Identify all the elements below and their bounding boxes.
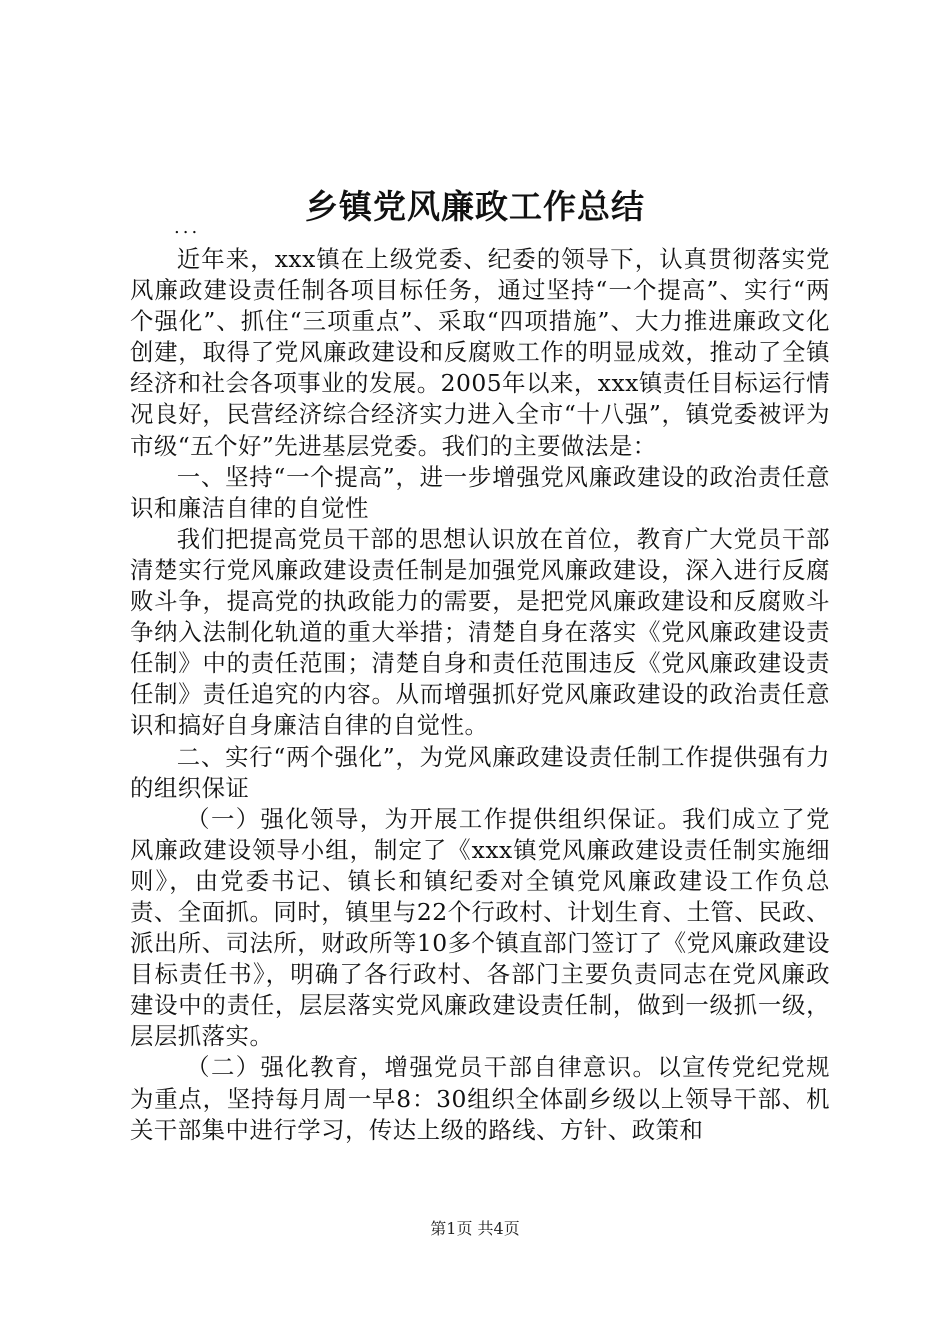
document-body xyxy=(130,244,830,1146)
paragraph-section-1: 我们把提高党员干部的思想认识放在首位，教育广大党员干部清楚实行党风廉政建设责任制是加强党风廉政建设，深入进行反腐败斗争，提高党的执政能力的需要，是把党风廉政建设和反腐败斗争纳入法制化轨道的重大举措；清楚自身在落实《党风廉政建设责任制》中的责任范围；清楚自身和责任范围违反《党风廉政建设责任制》责任追究的内容。从而增强抓好党风廉政建设的政治责任意识和搞好自身廉洁自律的自觉性。 xyxy=(130,524,830,740)
paragraph-subsection-1: （一）强化领导，为开展工作提供组织保证。我们成立了党风廉政建设领导小组，制定了《xxx镇党风廉政建设责任制实施细则》，由党委书记、镇长和镇纪委对全镇党风廉政建设工作负总责、全面抓。同时，镇里与22个行政村、计划生育、土管、民政、派出所、司法所，财政所等10多个镇直部门签订了《党风廉政建设目标责任书》，明确了各行政村、各部门主要负责同志在党风廉政建设中的责任，层层落实党风廉政建设责任制，做到一级抓一级，层层抓落实。 xyxy=(130,804,830,1051)
section-heading-1: 一、坚持“一个提高”，进一步增强党风廉政建设的政治责任意识和廉洁自律的自觉性 xyxy=(130,462,830,522)
document-title: 乡镇党风廉政工作总结 xyxy=(305,187,645,226)
paragraph-intro: 近年来，xxx镇在上级党委、纪委的领导下，认真贯彻落实党风廉政建设责任制各项目标任务，通过坚持“一个提高”、实行“两个强化”、抓住“三项重点”、采取“四项措施”、大力推进廉政文化创建，取得了党风廉政建设和反腐败工作的明显成效，推动了全镇经济和社会各项事业的发展。2005年以来，xxx镇责任目标运行情况良好，民营经济综合经济实力进入全市“十八强”，镇党委被评为市级“五个好”先进基层党委。我们的主要做法是： xyxy=(130,245,830,460)
ellipsis-mark: ... xyxy=(174,217,201,238)
page-footer: 第1页 共4页 xyxy=(430,1219,520,1238)
section-heading-2: 二、实行“两个强化”，为党风廉政建设责任制工作提供强有力的组织保证 xyxy=(130,742,830,802)
paragraph-subsection-2: （二）强化教育，增强党员干部自律意识。以宣传党纪党规为重点，坚持每月周一早8：30组织全体副乡级以上领导干部、机关干部集中进行学习，传达上级的路线、方针、政策和 xyxy=(130,1053,830,1144)
